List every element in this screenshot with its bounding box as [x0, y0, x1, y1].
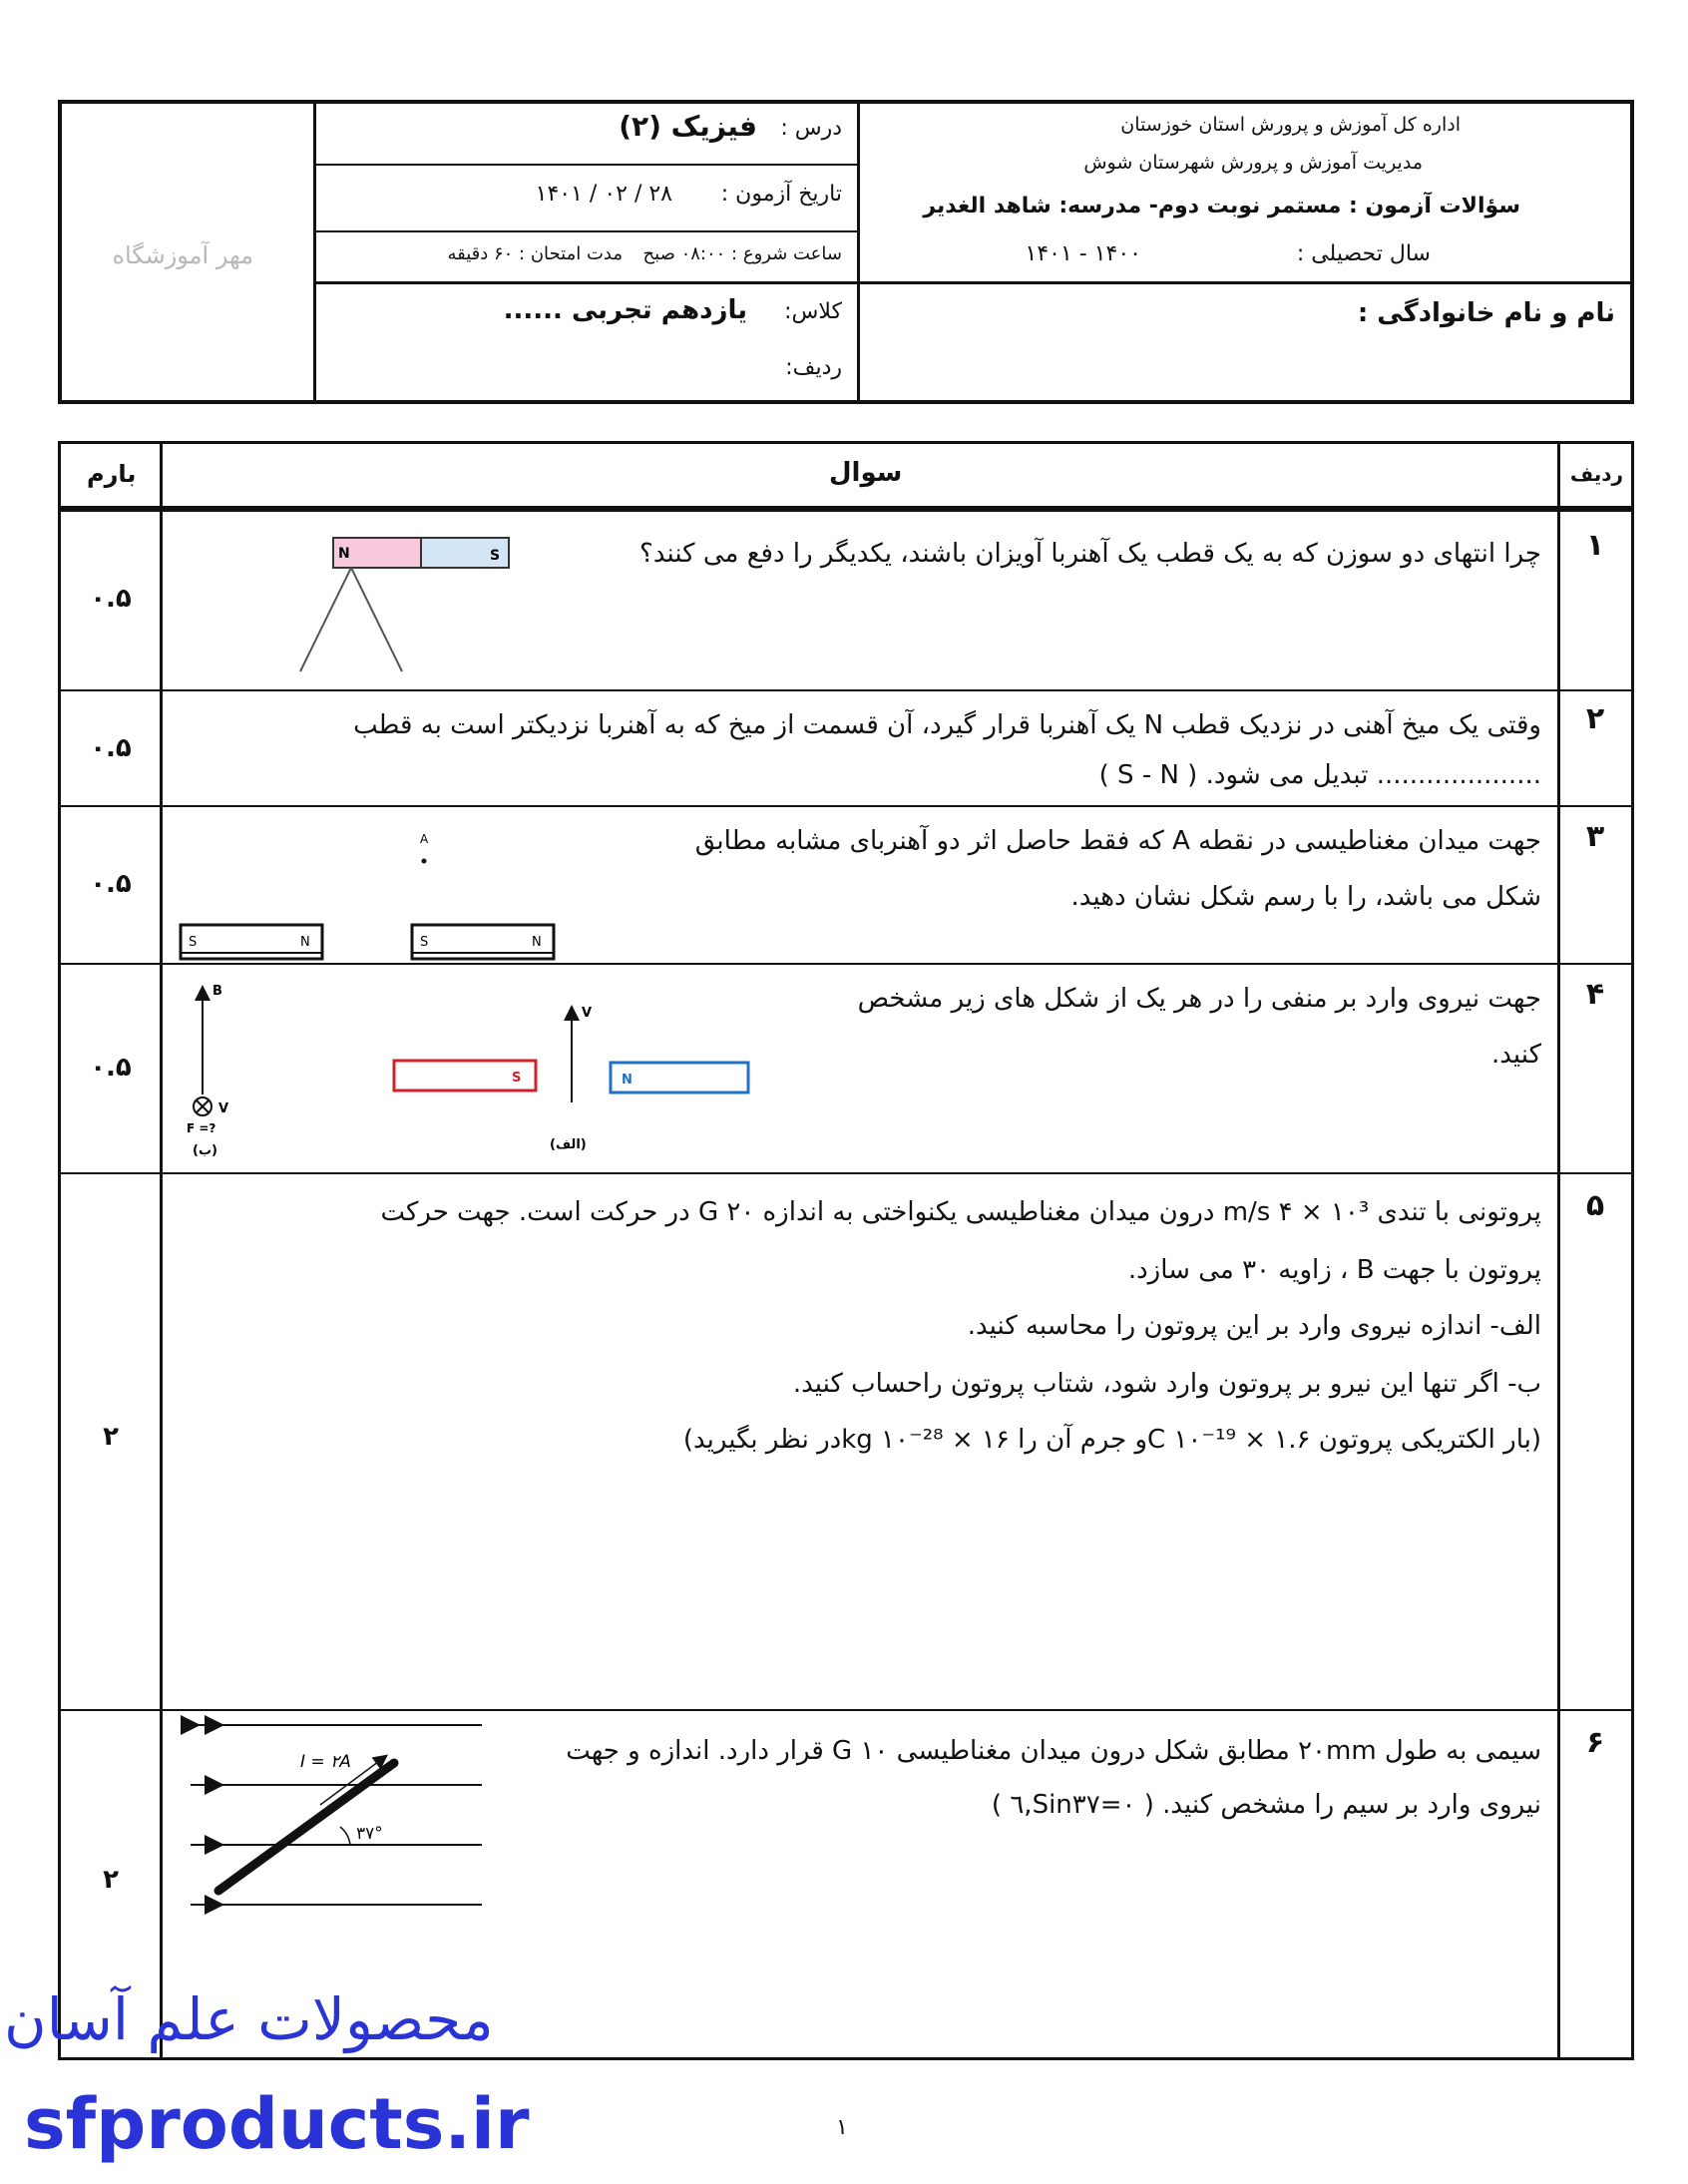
- col-divider-score: [160, 444, 163, 2057]
- magnet-s-label: S: [512, 1071, 522, 1086]
- wire-in-field-figure: [181, 1715, 500, 1915]
- question-score: ۰.۵: [90, 1053, 132, 1083]
- question-5-part-b: ب- اگر تنها این نیرو بر پروتون وارد شود، شتاب پروتون راحساب کنید.: [792, 1369, 1541, 1399]
- header-row-rule: [61, 506, 1631, 512]
- magnet-n-label: N: [338, 546, 350, 562]
- col-header-row: ردیف: [1569, 462, 1623, 486]
- org-line-1: اداره کل آموزش و پرورش استان خوزستان: [1120, 114, 1461, 136]
- question-number: ۶: [1585, 1725, 1605, 1760]
- question-5-constants: (بار الکتریکی پروتون C ۱۰⁻¹⁹ × ۱.۶و جرم آن را kg ۱۰⁻²⁸ × ۱۶در نظر بگیرید): [682, 1425, 1541, 1455]
- exam-date-label: تاریخ آزمون :: [720, 182, 842, 207]
- class-value: یازدهم تجربی ......: [503, 295, 747, 325]
- question-score: ۰.۵: [90, 733, 132, 763]
- row-rule: [61, 805, 1631, 807]
- question-score: ۲: [103, 1865, 119, 1895]
- question-score: ۰.۵: [90, 584, 132, 614]
- header-rule: [316, 230, 857, 232]
- col-divider-num: [1557, 444, 1560, 2057]
- exam-duration: مدت امتحان : ۶۰ دقیقه: [447, 243, 623, 264]
- watermark-url: sfproducts.ir: [24, 2083, 530, 2165]
- needle-right: [351, 568, 402, 671]
- question-number: ۲: [1585, 701, 1605, 736]
- question-score: ۰.۵: [90, 869, 132, 899]
- velocity-b-label: V: [218, 1101, 229, 1116]
- page-number: ۱: [836, 2115, 848, 2140]
- question-number: ۳: [1585, 819, 1605, 854]
- row-rule: [61, 963, 1631, 965]
- magnet-n-blue-figure: [608, 1060, 757, 1099]
- current-label: I = ۲A: [300, 1752, 351, 1772]
- magnet-left-n: N: [300, 935, 310, 950]
- question-3-line-1: جهت میدان مغناطیسی در نقطه A که فقط حاصل اثر دو آهنربای مشابه مطابق: [694, 826, 1541, 856]
- row-rule: [61, 1709, 1631, 1711]
- magnet-s-label: S: [490, 548, 501, 564]
- header-divider-middle: [857, 104, 860, 400]
- needle-left: [300, 568, 351, 671]
- col-header-score: بارم: [87, 460, 137, 488]
- year-value: ۱۴۰۰ - ۱۴۰۱: [1025, 241, 1141, 266]
- start-time: ساعت شروع : ۰۸:۰۰ صبح: [642, 243, 842, 264]
- figure-a-caption: (الف): [550, 1137, 587, 1152]
- exam-line: سؤالات آزمون : مستمر نوبت دوم- مدرسه: شاهد الغدیر: [923, 194, 1520, 218]
- header-rule: [316, 281, 1630, 284]
- two-magnets-figure: [169, 813, 628, 963]
- question-5-line-1: پروتونی با تندی ۱۰³ × ۴ m/s درون میدان مغناطیسی یکنواختی به اندازه ۲۰ G در حرکت است. جهت حرکت: [380, 1197, 1541, 1227]
- question-5-part-a: الف- اندازه نیروی وارد بر این پروتون را محاسبه کنید.: [967, 1311, 1541, 1341]
- magnet-right-s: S: [420, 935, 429, 950]
- magnet-right-n: N: [532, 935, 542, 950]
- point-a-label: A: [420, 832, 429, 846]
- question-4-line-2: کنید.: [1491, 1040, 1541, 1070]
- header-divider-stamp: [313, 104, 316, 400]
- row-rule: [61, 1172, 1631, 1174]
- exam-header-box: [58, 100, 1634, 404]
- question-4-line-1: جهت نیروی وارد بر منفی را در هر یک از شکل های زیر مشخص: [857, 984, 1541, 1014]
- velocity-a-label: V: [582, 1006, 593, 1021]
- question-score: ۲: [103, 1422, 119, 1452]
- question-2-line-1: وقتی یک میخ آهنی در نزدیک قطب N یک آهنربا قرار گیرد، آن قسمت از میخ که به آهنربا نزدیکتر است به قطب: [353, 710, 1541, 740]
- seat-row-label: ردیف:: [785, 355, 842, 380]
- question-6-line-2: نیروی وارد بر سیم را مشخص کنید. ( Sin۳۷=۰,٦ ): [991, 1790, 1541, 1820]
- question-table: [58, 441, 1634, 2060]
- charge-force-figure: [173, 973, 632, 1172]
- force-question-label: F =?: [187, 1121, 216, 1135]
- question-2-line-2: .................... تبدیل می شود. ( S - N ): [1098, 760, 1541, 790]
- figure-b-caption: (ب): [193, 1143, 217, 1158]
- magnet-needles-figure: [189, 534, 501, 683]
- year-label: سال تحصیلی :: [1296, 241, 1431, 266]
- magnet-left-s: S: [189, 935, 198, 950]
- question-1-text: چرا انتهای دو سوزن که به یک قطب یک آهنربا آویزان باشند، یکدیگر را دفع می کنند؟: [639, 539, 1541, 569]
- header-rule: [316, 164, 857, 166]
- student-name-label: نام و نام خانوادگی :: [1357, 298, 1615, 328]
- watermark-persian: محصولات علم آسان: [4, 1985, 494, 2053]
- angle-label: ۳۷°: [356, 1824, 383, 1844]
- class-label: کلاس:: [784, 299, 842, 324]
- exam-date-value: ۲۸ / ۰۲ / ۱۴۰۱: [535, 182, 672, 207]
- question-6-line-1: سیمی به طول ۲۰mm مطابق شکل درون میدان مغناطیسی ۱۰ G قرار دارد. اندازه و جهت: [566, 1736, 1541, 1766]
- field-b-label: B: [212, 984, 222, 999]
- magnet-n-label: N: [622, 1073, 633, 1088]
- org-line-2: مدیریت آموزش و پرورش شهرستان شوش: [1083, 152, 1423, 174]
- question-number: ۴: [1585, 977, 1605, 1012]
- question-number: ۵: [1585, 1188, 1605, 1223]
- question-3-line-2: شکل می باشد، را با رسم شکل نشان دهید.: [1070, 882, 1541, 912]
- question-number: ۱: [1585, 528, 1605, 563]
- row-rule: [61, 689, 1631, 691]
- course-value: فیزیک (۲): [619, 110, 757, 143]
- course-label: درس :: [780, 116, 842, 141]
- point-a: [422, 859, 427, 864]
- school-stamp-label: مهر آموزشگاه: [112, 241, 253, 269]
- col-header-question: سوال: [829, 458, 903, 488]
- question-5-line-2: پروتون با جهت B ، زاویه ۳۰ می سازد.: [1127, 1255, 1541, 1285]
- angle-arc: [340, 1827, 350, 1845]
